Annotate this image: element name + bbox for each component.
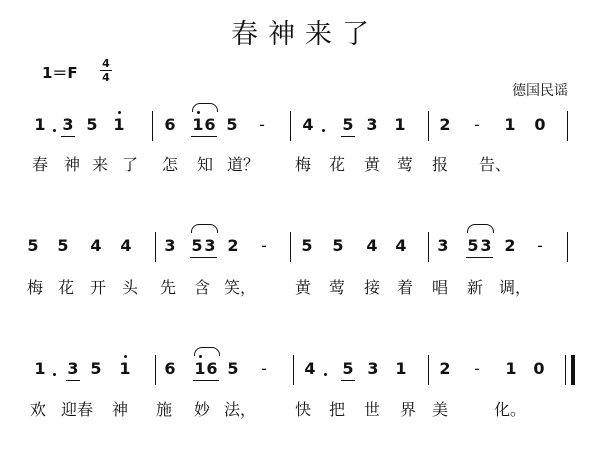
lyric-syllable: 调， xyxy=(499,278,532,297)
note-text: 5 xyxy=(467,236,479,255)
lyric-syllable: 神 xyxy=(63,155,80,174)
note-text: 5 xyxy=(90,359,102,378)
dash-text: - xyxy=(474,359,480,378)
note-text: 4 xyxy=(90,236,102,255)
lyric-syllable: 接 xyxy=(363,278,380,297)
note-text: 2 xyxy=(227,236,239,255)
song-title: 春神来了 xyxy=(231,19,379,50)
lyric-syllable: 黄 xyxy=(363,155,380,174)
lyric-syllable: 界 xyxy=(399,400,416,419)
dash-text: - xyxy=(259,115,265,134)
lyric-syllable: 笑， xyxy=(224,278,257,297)
note-text: 4 xyxy=(304,359,316,378)
note-text: 5 xyxy=(227,359,239,378)
note-text: 1 xyxy=(34,359,46,378)
note-text: 3 xyxy=(164,236,176,255)
lyric-syllable: 来 xyxy=(91,155,108,174)
lyric-syllable: 欢 xyxy=(29,400,46,419)
note-text: 3 xyxy=(204,236,216,255)
note-text: 4 xyxy=(366,236,378,255)
note-text: 1 xyxy=(504,115,516,134)
note-text: 1 xyxy=(119,359,131,378)
note-text: 3 xyxy=(367,359,379,378)
note-text: 4 xyxy=(395,236,407,255)
lyric-syllable: 美 xyxy=(431,400,448,419)
lyric-syllable: 报 xyxy=(431,155,448,174)
song-origin: 德国民谣 xyxy=(512,83,568,99)
note-text: 5 xyxy=(57,236,69,255)
lyric-syllable: 新 xyxy=(466,278,483,297)
note-text: 3 xyxy=(437,236,449,255)
lyric-syllable: 告、 xyxy=(479,155,512,174)
lyric-syllable: 妙 xyxy=(193,400,210,419)
note-text: 5 xyxy=(301,236,313,255)
lyric-syllable: 迎春 xyxy=(61,400,94,419)
note-text: 6 xyxy=(164,115,176,134)
lyric-syllable: 先 xyxy=(159,278,176,297)
lyric-syllable: 怎 xyxy=(161,155,178,174)
lyric-syllable: 开 xyxy=(89,278,106,297)
key-signature: 1＝F xyxy=(42,64,78,82)
lyric-syllable: 莺 xyxy=(396,155,413,174)
meter-bottom: 4 xyxy=(102,71,110,84)
lyric-syllable: 花 xyxy=(328,155,345,174)
note-text: 3 xyxy=(480,236,492,255)
lyric-syllable: 道？ xyxy=(227,155,260,174)
note-text: 1 xyxy=(34,115,46,134)
lyric-syllable: 莺 xyxy=(328,278,345,297)
note-text: 6 xyxy=(206,359,218,378)
dash-text: - xyxy=(261,236,267,255)
note-text: 1 xyxy=(194,359,206,378)
note-text: 3 xyxy=(62,115,74,134)
dash-text: - xyxy=(474,115,480,134)
note-text: 5 xyxy=(342,115,354,134)
note-text: 5 xyxy=(191,236,203,255)
note-text: 3 xyxy=(366,115,378,134)
note-text: 5 xyxy=(86,115,98,134)
lyric-syllable: 把 xyxy=(328,400,345,419)
lyric-syllable: 了 xyxy=(121,155,138,174)
lyric-syllable: 神 xyxy=(111,400,128,419)
lyric-syllable: 知 xyxy=(196,155,213,174)
note-text: 3 xyxy=(67,359,79,378)
note-text: 4 xyxy=(120,236,132,255)
dash-text: - xyxy=(261,359,267,378)
note-text: 5 xyxy=(332,236,344,255)
lyric-syllable: 梅 xyxy=(294,155,311,174)
lyric-syllable: 含 xyxy=(193,278,210,297)
note-text: 4 xyxy=(302,115,314,134)
note-text: 1 xyxy=(505,359,517,378)
note-text: 5 xyxy=(226,115,238,134)
note-text: 1 xyxy=(394,115,406,134)
meter-top: 4 xyxy=(102,57,110,70)
lyric-syllable: 春 xyxy=(31,155,48,174)
note-text: 6 xyxy=(164,359,176,378)
note-text: 6 xyxy=(204,115,216,134)
note-text: 2 xyxy=(504,236,516,255)
lyric-syllable: 梅 xyxy=(26,278,43,297)
note-text: 1 xyxy=(395,359,407,378)
note-text: 1 xyxy=(192,115,204,134)
lyric-syllable: 着 xyxy=(396,278,413,297)
note-text: 1 xyxy=(113,115,125,134)
lyric-syllable: 快 xyxy=(294,400,311,419)
lyric-syllable: 世 xyxy=(363,400,380,419)
lyric-syllable: 黄 xyxy=(294,278,311,297)
lyric-syllable: 施 xyxy=(155,400,172,419)
lyric-syllable: 唱 xyxy=(431,278,448,297)
dash-text: - xyxy=(537,236,543,255)
lyric-syllable: 头 xyxy=(121,278,138,297)
note-text: 5 xyxy=(342,359,354,378)
lyric-syllable: 法， xyxy=(224,400,257,419)
note-text: 2 xyxy=(439,115,451,134)
lyric-syllable: 化。 xyxy=(494,400,527,419)
note-text: 2 xyxy=(439,359,451,378)
note-text: 0 xyxy=(533,359,545,378)
lyric-syllable: 花 xyxy=(57,278,74,297)
note-text: 0 xyxy=(534,115,546,134)
note-text: 5 xyxy=(27,236,39,255)
